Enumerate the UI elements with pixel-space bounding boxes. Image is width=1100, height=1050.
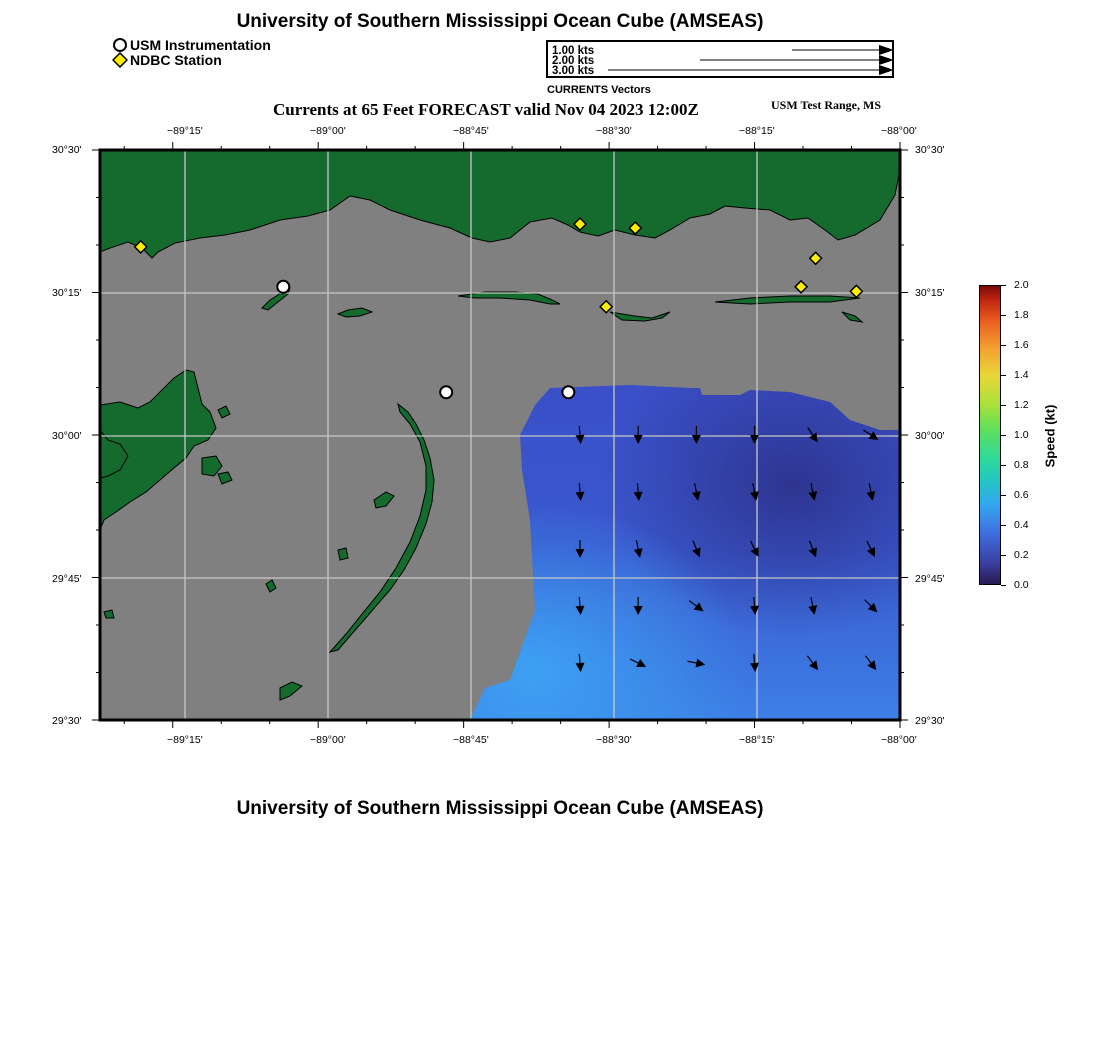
colorbar-tick-mark xyxy=(1001,435,1006,436)
lon-tick-bottom-3: −88°45' xyxy=(453,734,489,746)
colorbar-tick-mark xyxy=(1001,345,1006,346)
region-label: USM Test Range, MS xyxy=(771,98,882,112)
lat-tick-right-1: 30°30' xyxy=(915,144,945,156)
colorbar-tick-label: 2.0 xyxy=(1014,279,1029,291)
lon-tick-top-5: −88°15' xyxy=(739,125,775,137)
lon-tick-top-1: −89°15' xyxy=(167,125,203,137)
colorbar-tick-mark xyxy=(1001,465,1006,466)
scale-label-3: 3.00 kts xyxy=(552,65,595,77)
lat-tick-left-5: 29°30' xyxy=(52,715,82,727)
vector-scale-box xyxy=(546,40,894,78)
colorbar-tick-mark xyxy=(1001,555,1006,556)
lon-tick-bottom-1: −89°15' xyxy=(167,734,203,746)
lat-tick-left-2: 30°15' xyxy=(52,287,82,299)
small-island-2 xyxy=(338,548,348,560)
colorbar-tick-label: 1.2 xyxy=(1014,399,1029,411)
colorbar-tick-label: 0.2 xyxy=(1014,549,1029,561)
colorbar-tick-mark xyxy=(1001,375,1006,376)
lon-tick-bottom-2: −89°00' xyxy=(310,734,346,746)
lat-tick-right-3: 30°00' xyxy=(915,430,945,442)
lon-tick-top-2: −89°00' xyxy=(310,125,346,137)
scale-label-2: 2.00 kts xyxy=(552,55,595,67)
colorbar-tick-mark xyxy=(1001,405,1006,406)
footer-title: University of Southern Mississippi Ocean Cube (AMSEAS) xyxy=(236,798,764,819)
colorbar-tick-label: 1.0 xyxy=(1014,429,1029,441)
lat-tick-right-2: 30°15' xyxy=(915,287,945,299)
lat-tick-left-4: 29°45' xyxy=(52,573,82,585)
symbol-legend xyxy=(112,37,352,71)
lon-tick-bottom-6: −88°00' xyxy=(881,734,917,746)
colorbar-tick-label: 0.6 xyxy=(1014,489,1029,501)
lat-tick-right-4: 29°45' xyxy=(915,573,945,585)
colorbar-label: Speed (kt) xyxy=(1042,404,1058,468)
scale-arrow-3 xyxy=(608,65,892,75)
scale-arrow-2 xyxy=(700,55,892,65)
small-island-3 xyxy=(104,610,114,618)
usm-legend-label: USM Instrumentation xyxy=(130,37,271,53)
colorbar-tick-mark xyxy=(1001,525,1006,526)
usm-station-1[interactable] xyxy=(277,281,289,293)
colorbar-tick-label: 1.8 xyxy=(1014,309,1029,321)
current-speed-field xyxy=(470,385,900,720)
scale-arrow-1 xyxy=(792,45,892,55)
ndbc-legend-label: NDBC Station xyxy=(130,52,222,68)
colorbar-tick-mark xyxy=(1001,285,1006,286)
vector-scale-title: CURRENTS Vectors xyxy=(547,84,651,96)
colorbar-tick-mark xyxy=(1001,315,1006,316)
colorbar-tick-mark xyxy=(1001,585,1006,586)
scale-arrows xyxy=(548,42,892,76)
forecast-subtitle: Currents at 65 Feet FORECAST valid Nov 04 2023 12:00Z xyxy=(273,100,699,119)
colorbar-tick-label: 0.8 xyxy=(1014,459,1029,471)
colorbar-tick-label: 0.0 xyxy=(1014,579,1029,591)
usm-instrumentation-icon xyxy=(112,37,128,53)
colorbar-ticks xyxy=(1001,279,1041,591)
map-panel xyxy=(90,140,910,730)
colorbar-tick-label: 1.4 xyxy=(1014,369,1029,381)
lon-tick-top-4: −88°30' xyxy=(596,125,632,137)
colorbar xyxy=(979,285,1001,585)
lat-tick-left-3: 30°00' xyxy=(52,430,82,442)
ndbc-station-icon xyxy=(112,52,128,68)
colorbar-tick-label: 1.6 xyxy=(1014,339,1029,351)
lon-tick-top-6: −88°00' xyxy=(881,125,917,137)
colorbar-tick-mark xyxy=(1001,495,1006,496)
colorbar-tick-label: 0.4 xyxy=(1014,519,1029,531)
lon-tick-bottom-5: −88°15' xyxy=(739,734,775,746)
lon-tick-top-3: −88°45' xyxy=(453,125,489,137)
scale-label-1: 1.00 kts xyxy=(552,45,595,57)
usm-station-2[interactable] xyxy=(440,386,452,398)
lon-tick-bottom-4: −88°30' xyxy=(596,734,632,746)
map-title: University of Southern Mississippi Ocean Cube (AMSEAS) xyxy=(236,11,764,32)
lat-tick-left-1: 30°30' xyxy=(52,144,82,156)
usm-station-3[interactable] xyxy=(562,386,574,398)
lat-tick-right-5: 29°30' xyxy=(915,715,945,727)
